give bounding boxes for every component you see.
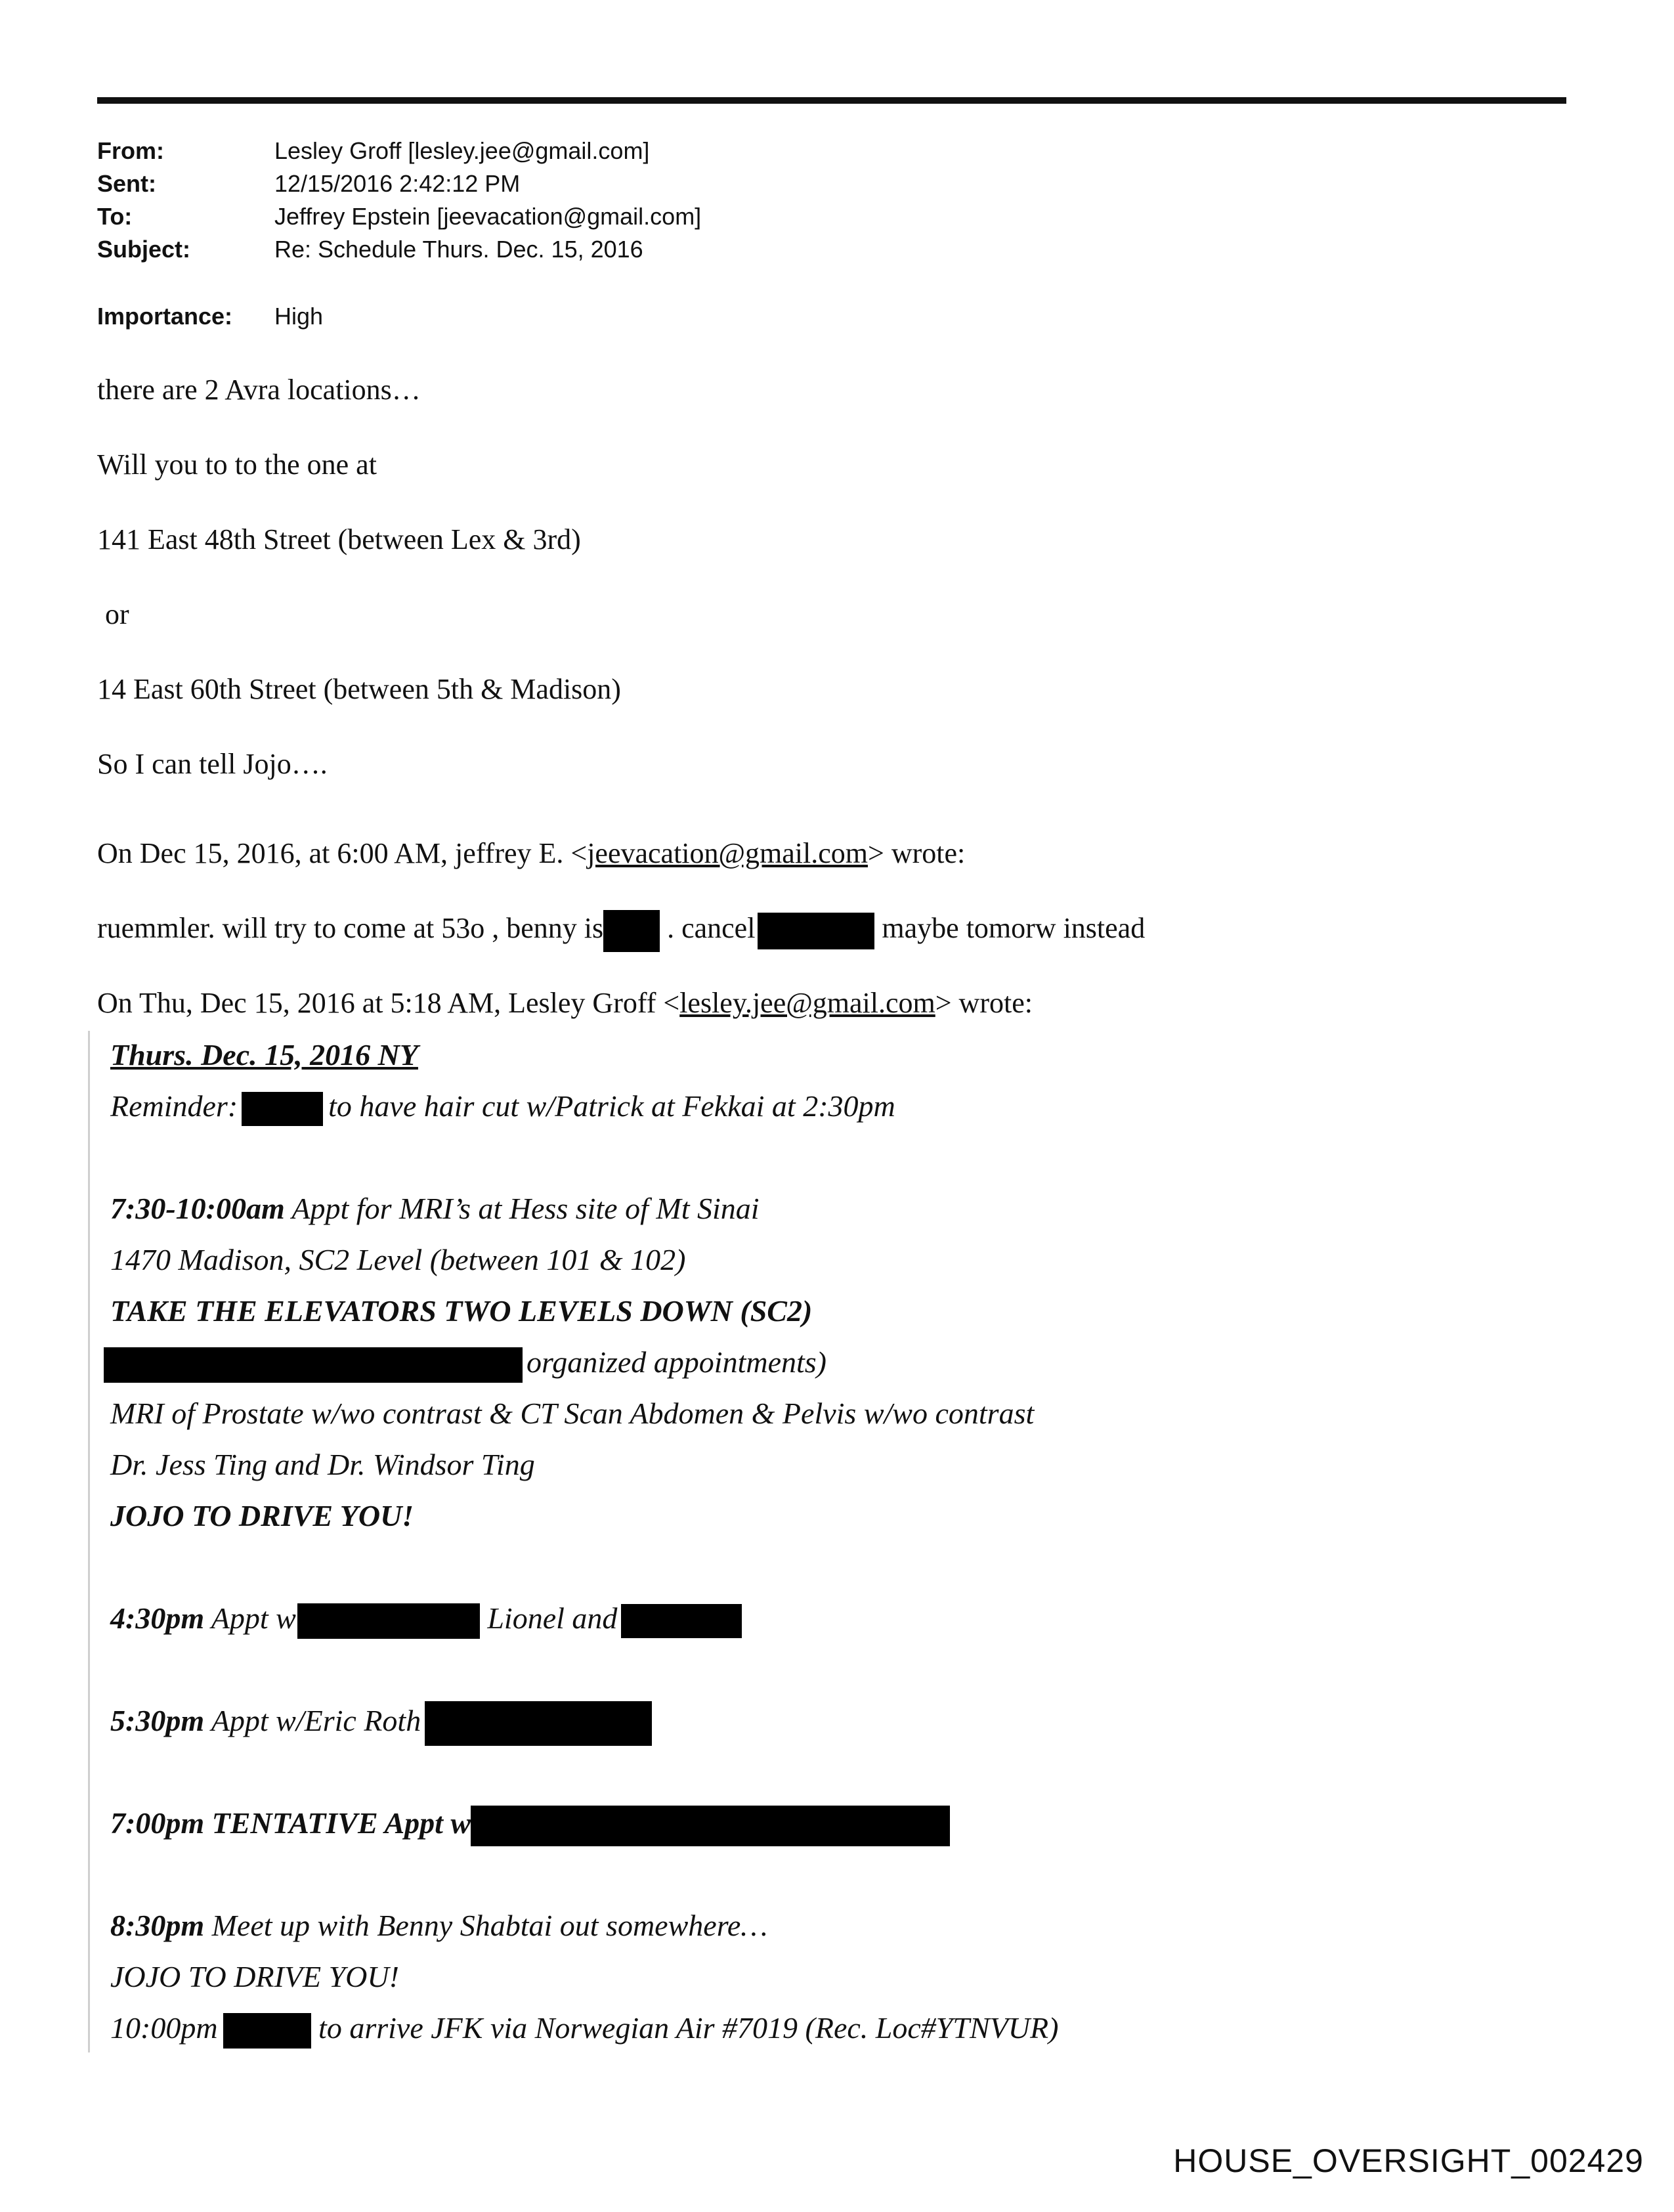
sent-row (97, 167, 520, 200)
mri-text: Appt for MRI’s at Hess site of Mt Sinai (284, 1192, 760, 1225)
redaction-box (242, 1092, 323, 1126)
appt-430-middle: Lionel and (479, 1601, 618, 1635)
appt-430-prefix: Appt w (204, 1601, 296, 1635)
reply-line (97, 910, 1145, 952)
wrote-2-suffix: > wrote: (935, 987, 1033, 1019)
quote-bar (88, 1031, 90, 2052)
appt-530-line (110, 1701, 652, 1746)
appt-530-text: Appt w/Eric Roth (204, 1704, 421, 1737)
redaction-box (297, 1603, 480, 1639)
mri-details: MRI of Prostate w/wo contrast & CT Scan Abdomen & Pelvis w/wo contrast (110, 1397, 1035, 1430)
wrote-1-prefix: On Dec 15, 2016, at 6:00 AM, jeffrey E. < (97, 837, 588, 869)
mri-line (110, 1189, 760, 1228)
subject-value: Re: Schedule Thurs. Dec. 15, 2016 (274, 236, 643, 263)
reminder-prefix: Reminder: (110, 1089, 238, 1123)
body-line-2: Will you to to the one at (97, 448, 377, 481)
redaction-box (425, 1701, 652, 1746)
appt-530-time: 5:30pm (110, 1704, 205, 1737)
redaction-box (104, 1347, 523, 1383)
from-value: Lesley Groff [lesley.jee@gmail.com] (274, 137, 650, 164)
mri-time: 7:30-10:00am (110, 1192, 285, 1225)
reply-part-c: maybe tomorw instead (874, 912, 1146, 945)
subject-row (97, 233, 643, 266)
body-line-1: there are 2 Avra locations… (97, 374, 421, 406)
schedule-date-heading: Thurs. Dec. 15, 2016 NY (110, 1038, 418, 1072)
wrote-line-2 (97, 985, 1033, 1022)
organized-line (104, 1343, 826, 1383)
redaction-box (621, 1604, 742, 1638)
mri-address: 1470 Madison, SC2 Level (between 101 & 102) (110, 1243, 686, 1276)
from-label: From: (97, 137, 164, 164)
wrote-1-suffix: > wrote: (868, 837, 966, 869)
body-line-5: 14 East 60th Street (between 5th & Madison) (97, 673, 621, 705)
header-rule (97, 97, 1566, 104)
sent-label: Sent: (97, 170, 156, 197)
body-line-3: 141 East 48th Street (between Lex & 3rd) (97, 523, 581, 555)
body-line-6: So I can tell Jojo…. (97, 748, 328, 780)
jojo-drive-note-2: JOJO TO DRIVE YOU! (110, 1960, 399, 1993)
reminder-line (110, 1087, 895, 1126)
subject-label: Subject: (97, 236, 191, 263)
importance-label: Importance: (97, 303, 233, 330)
appt-430-line (110, 1599, 742, 1639)
from-row (97, 135, 649, 167)
bates-number: HOUSE_OVERSIGHT_002429 (1173, 2142, 1644, 2179)
importance-value: High (274, 303, 324, 330)
redaction-box (471, 1806, 950, 1846)
to-label: To: (97, 203, 133, 230)
reply-part-a: ruemmler. will try to come at 53o , benny is (97, 912, 604, 945)
appt-830-text: Meet up with Benny Shabtai out somewhere… (204, 1909, 768, 1942)
body-line-4: or (105, 598, 129, 630)
appt-830-line (110, 1906, 767, 1945)
elevators-note: TAKE THE ELEVATORS TWO LEVELS DOWN (SC2) (110, 1294, 813, 1328)
importance-row (97, 300, 323, 333)
sent-value: 12/15/2016 2:42:12 PM (274, 170, 521, 197)
appt-700-line (110, 1804, 950, 1846)
reply-part-b: . cancel (660, 912, 756, 945)
wrote-2-email-link[interactable]: lesley.jee@gmail.com (679, 987, 935, 1019)
wrote-2-prefix: On Thu, Dec 15, 2016 at 5:18 AM, Lesley Groff < (97, 987, 680, 1019)
appt-430-time: 4:30pm (110, 1601, 205, 1635)
appt-830-time: 8:30pm (110, 1909, 205, 1942)
jojo-drive-note-1: JOJO TO DRIVE YOU! (110, 1499, 414, 1532)
redaction-box (603, 910, 660, 952)
wrote-1-email-link[interactable]: jeevacation@gmail.com (587, 837, 868, 869)
arrival-time: 10:00pm (110, 2011, 218, 2045)
doctors-line: Dr. Jess Ting and Dr. Windsor Ting (110, 1448, 535, 1481)
reminder-suffix: to have hair cut w/Patrick at Fekkai at 2:30pm (328, 1089, 895, 1123)
to-row (97, 200, 701, 233)
appt-700-text: 7:00pm TENTATIVE Appt w (110, 1806, 471, 1840)
arrival-line (110, 2008, 1058, 2049)
organized-text: organized appointments) (526, 1345, 826, 1379)
redaction-box (223, 2013, 311, 2049)
arrival-text: to arrive JFK via Norwegian Air #7019 (Rec. Loc#YTNVUR) (311, 2011, 1059, 2045)
to-value: Jeffrey Epstein [jeevacation@gmail.com] (274, 203, 702, 230)
wrote-line-1 (97, 835, 965, 872)
redaction-box (758, 913, 874, 949)
